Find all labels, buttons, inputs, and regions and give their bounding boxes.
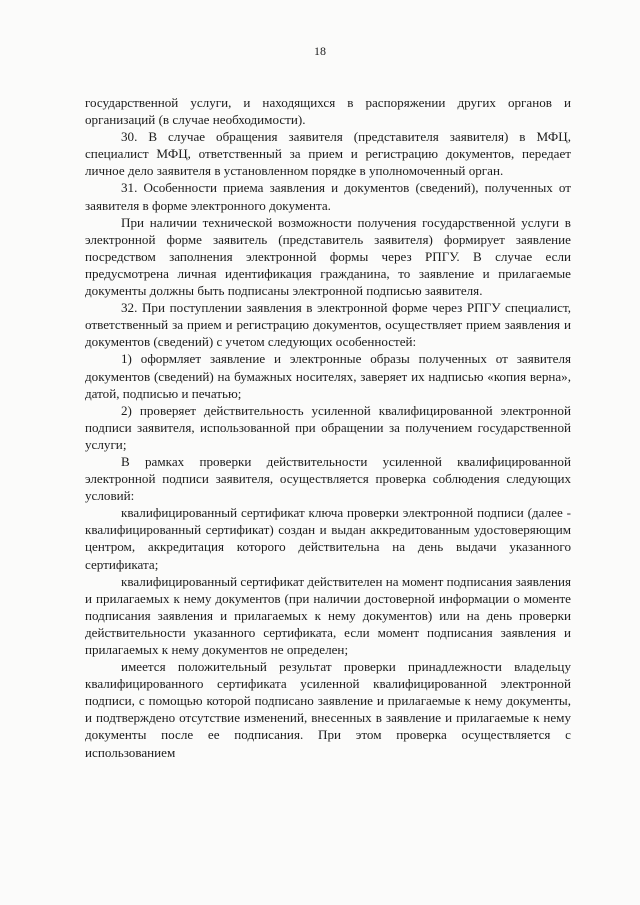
- paragraph: В рамках проверки действительности усиленной квалифицированной электронной подписи заявителя, осуществляется проверка соблюдения следующих условий:: [85, 453, 571, 504]
- paragraph-item-31: 31. Особенности приема заявления и документов (сведений), полученных от заявителя в форме электронного документа.: [85, 180, 571, 213]
- page-number: 18: [314, 44, 326, 58]
- condition-item: квалифицированный сертификат действителен на момент подписания заявления и прилагаемых к нему документов (при наличии достоверной информации о моменте подписания заявления и прилагаемых к нему документов) или на день проверки действительности указанного сертификата, если момент подписания заявления и прилагаемых к нему документов не определен;: [85, 573, 571, 657]
- paragraph: При наличии технической возможности получения государственной услуги в электронной форме заявитель (представитель заявителя) формирует заявление посредством заполнения электронной формы через РПГУ. В случае если предусмотрена личная идентификация гражданина, то заявление и прилагаемые документы должны быть подписаны электронной подписью заявителя.: [85, 214, 571, 299]
- list-item-1: 1) оформляет заявление и электронные образы полученных от заявителя документов (сведений) на бумажных носителях, заверяет их надписью «копия верна», датой, подписью и печатью;: [85, 351, 571, 401]
- paragraph-item-30: 30. В случае обращения заявителя (представителя заявителя) в МФЦ, специалист МФЦ, ответственный за прием и регистрацию документов, передает личное дело заявителя в установленном порядке в уполномоченный орган.: [85, 129, 571, 179]
- paragraph-item-32: 32. При поступлении заявления в электронной форме через РПГУ специалист, ответственный за прием и регистрацию документов, осуществляет прием заявления и документов (сведений) с учетом следующих особенностей:: [85, 300, 571, 350]
- list-item-2: 2) проверяет действительность усиленной квалифицированной электронной подписи заявителя, использованной при обращении за получением государственной услуги;: [85, 402, 571, 452]
- condition-item: имеется положительный результат проверки принадлежности владельцу квалифицированного сертификата усиленной квалифицированной электронной подписи, с помощью которой подписано заявление и прилагаемые к нему документы, и подтверждено отсутствие изменений, внесенных в заявление и прилагаемые к нему документы после ее подписания. При этом проверка осуществляется с использованием: [85, 659, 571, 760]
- condition-item: квалифицированный сертификат ключа проверки электронной подписи (далее - квалифицированный сертификат) создан и выдан аккредитованным удостоверяющим центром, аккредитация которого действительна на день выдачи указанного сертификата;: [85, 505, 571, 572]
- paragraph: государственной услуги, и находящихся в распоряжении других органов и организаций (в случае необходимости).: [85, 95, 571, 128]
- document-body: [85, 94, 571, 761]
